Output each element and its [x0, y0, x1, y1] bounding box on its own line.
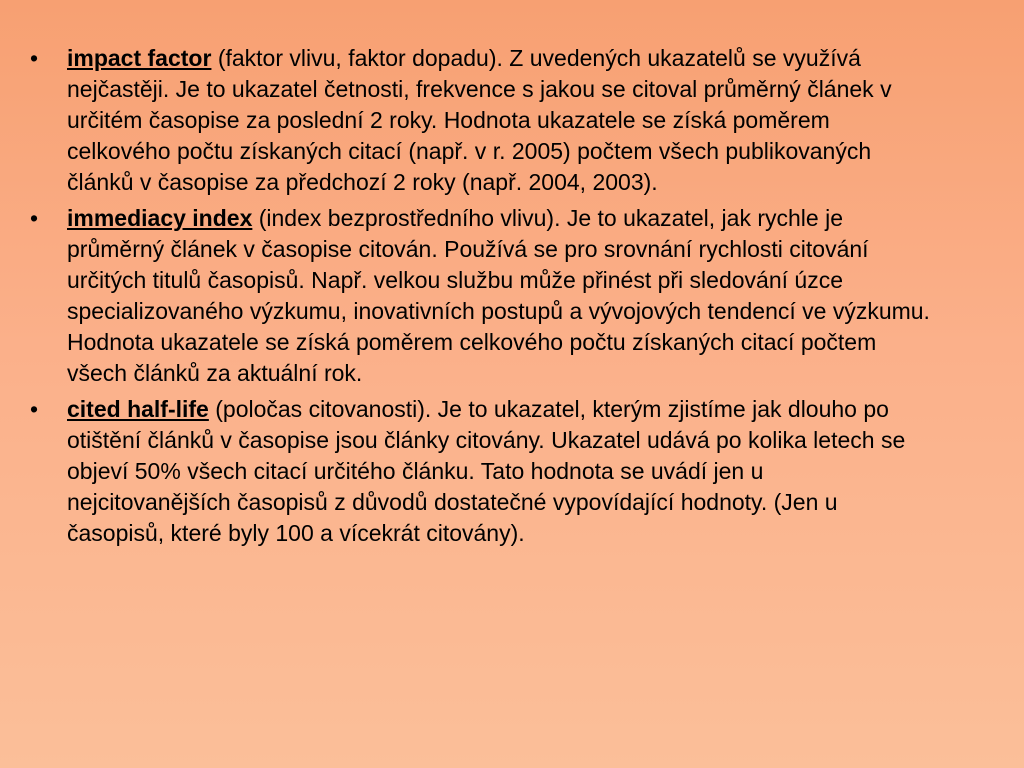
definition-cited-half-life: (poločas citovanosti). Je to ukazatel, kterým zjistíme jak dlouho po otištění článků v časopise jsou články citovány. Ukazatel udává po kolika letech se objeví 50% všech citací určitého článku. Tato hodnota se uvádí jen u nejcitovanějších časopisů z důvodů dostatečné vypovídající hodnoty. (Jen u časopisů, které byly 100 a vícekrát citovány).	[67, 396, 906, 546]
bullet-icon: •	[30, 396, 39, 422]
term-immediacy-index: immediacy index	[67, 205, 253, 231]
bullet-item-immediacy-index	[30, 203, 930, 389]
bullet-icon: •	[30, 45, 39, 71]
bullet-list	[30, 43, 930, 554]
bullet-icon: •	[30, 205, 39, 231]
term-cited-half-life: cited half-life	[67, 396, 209, 422]
definition-impact-factor: (faktor vlivu, faktor dopadu). Z uvedených ukazatelů se využívá nejčastěji. Je to ukazatel četnosti, frekvence s jakou se citoval průměrný článek v určitém časopise za poslední 2 roky. Hodnota ukazatele se získá poměrem celkového počtu získaných citací (např. v r. 2005) počtem všech publikovaných článků v časopise za předchozí 2 roky (např. 2004, 2003).	[67, 45, 892, 195]
bullet-item-impact-factor	[30, 43, 930, 198]
definition-immediacy-index: (index bezprostředního vlivu). Je to ukazatel, jak rychle je průměrný článek v časopise citován. Používá se pro srovnání rychlosti citování určitých titulů časopisů. Např. velkou službu může přinést při sledování úzce specializovaného výzkumu, inovativních postupů a vývojových tendencí ve výzkumu. Hodnota ukazatele se získá poměrem celkového počtu získaných citací počtem všech článků za aktuální rok.	[67, 205, 930, 386]
bullet-item-cited-half-life	[30, 394, 930, 549]
term-impact-factor: impact factor	[67, 45, 212, 71]
